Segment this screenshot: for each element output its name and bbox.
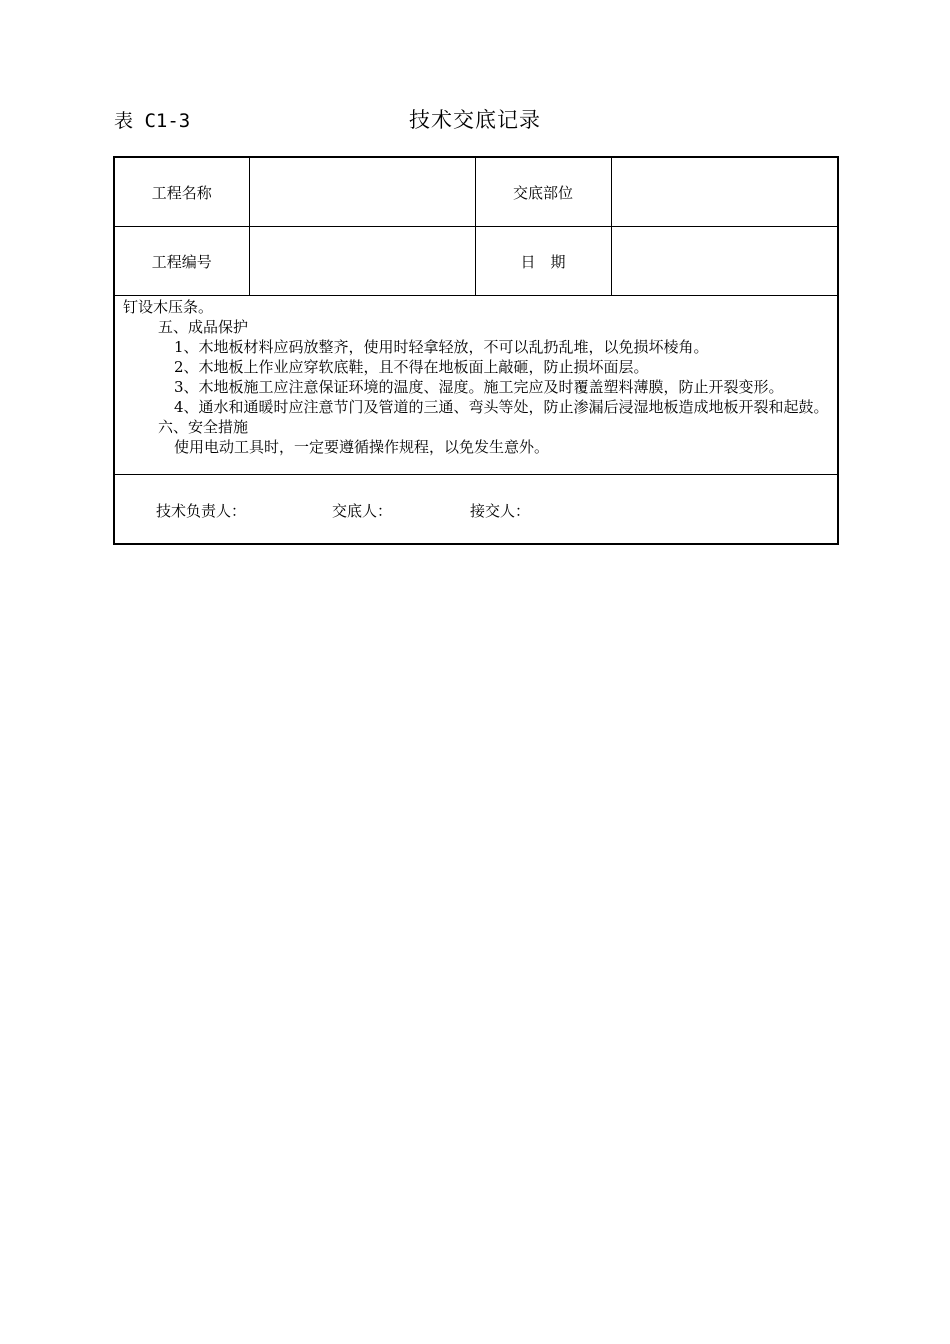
form-code: 表 C1-3: [114, 110, 191, 132]
receiver-label: 接交人：: [470, 502, 531, 520]
project-name-label: 工程名称: [114, 157, 249, 227]
content-line: 六、安全措施: [158, 418, 249, 436]
tech-lead-label: 技术负责人：: [156, 502, 247, 520]
project-no-label: 工程编号: [114, 227, 249, 296]
content-line: 3、木地板施工应注意保证环境的温度、湿度。施工完应及时覆盖塑料薄膜，防止开裂变形。: [174, 378, 784, 396]
signature-row: [114, 475, 838, 545]
content-line: 4、通水和通暖时应注意节门及管道的三通、弯头等处，防止渗漏后浸湿地板造成地板开裂和起鼓。: [174, 398, 829, 416]
disclosure-part-label: 交底部位: [475, 157, 611, 227]
table-row: [114, 157, 838, 227]
table-row: [114, 296, 838, 475]
discloser-label: 交底人：: [332, 502, 393, 520]
table-row: [114, 227, 838, 296]
date-label: 日 期: [475, 227, 611, 296]
project-name-field[interactable]: [249, 157, 475, 227]
table-row: [114, 475, 838, 545]
content-line: 钉设木压条。: [123, 298, 214, 316]
record-table: [113, 156, 839, 545]
content-line: 五、成品保护: [158, 318, 249, 336]
content-line: 使用电动工具时，一定要遵循操作规程，以免发生意外。: [174, 438, 550, 456]
disclosure-part-field[interactable]: [611, 157, 838, 227]
date-field[interactable]: [611, 227, 838, 296]
content-line: 1、木地板材料应码放整齐，使用时轻拿轻放，不可以乱扔乱堆，以免损坏棱角。: [174, 338, 709, 356]
page-title: 技术交底记录: [409, 108, 541, 132]
content-body: [114, 296, 838, 475]
project-no-field[interactable]: [249, 227, 475, 296]
content-line: 2、木地板上作业应穿软底鞋，且不得在地板面上敲砸，防止损坏面层。: [174, 358, 649, 376]
